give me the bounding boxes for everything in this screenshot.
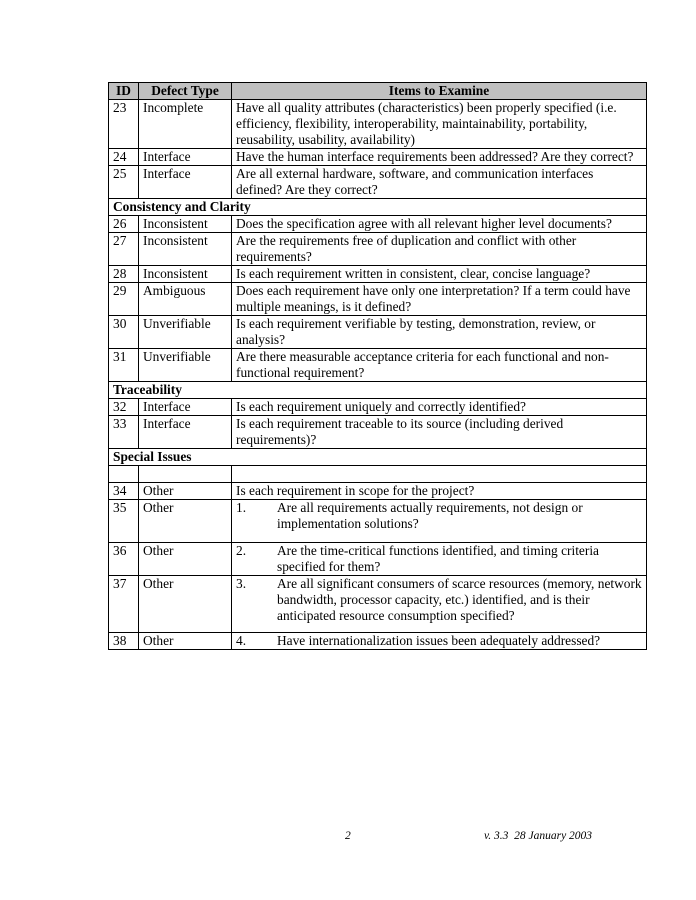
row-item-cell [232, 543, 647, 576]
row-defect-type: Inconsistent [139, 266, 232, 283]
row-defect-type: Incomplete [139, 100, 232, 149]
row-defect-type: Interface [139, 149, 232, 166]
table-row [109, 349, 647, 382]
row-id: 29 [109, 283, 139, 316]
row-item-cell [232, 500, 647, 543]
row-item-text: Is each requirement verifiable by testing, demonstration, review, or analysis? [232, 316, 647, 349]
section-row-special [109, 449, 647, 466]
row-defect-type: Other [139, 500, 232, 543]
row-item-cell [232, 576, 647, 633]
row-item-text: Have all quality attributes (characteristics) been properly specified (i.e. efficiency, flexibility, interoperability, maintainability, portability, reusability, usability, availability) [232, 100, 647, 149]
empty-cell [232, 466, 647, 483]
row-id: 26 [109, 216, 139, 233]
table-row [109, 100, 647, 149]
defect-checklist-table [108, 82, 647, 650]
item-number: 2. [236, 543, 247, 558]
items-to-examine-column-header: Items to Examine [232, 83, 647, 100]
table-row [109, 166, 647, 199]
row-item-text: Does the specification agree with all relevant higher level documents? [232, 216, 647, 233]
table-row [109, 576, 647, 633]
row-defect-type: Interface [139, 166, 232, 199]
version-date: v. 3.3 28 January 2003 [484, 830, 593, 842]
table-row [109, 266, 647, 283]
table-row [109, 283, 647, 316]
empty-cell [109, 466, 139, 483]
table-row [109, 543, 647, 576]
row-id: 38 [109, 633, 139, 650]
row-item-text: Have internationalization issues been adequately addressed? [277, 633, 601, 648]
row-id: 23 [109, 100, 139, 149]
row-item-text: Is each requirement written in consistent, clear, concise language? [232, 266, 647, 283]
row-defect-type: Ambiguous [139, 283, 232, 316]
section-row-traceability [109, 382, 647, 399]
row-item-text: Is each requirement uniquely and correctly identified? [232, 399, 647, 416]
row-id: 34 [109, 483, 139, 500]
id-column-header: ID [109, 83, 139, 100]
table-row [109, 149, 647, 166]
row-id: 27 [109, 233, 139, 266]
empty-cell [139, 466, 232, 483]
row-id: 37 [109, 576, 139, 633]
row-item-text: Are the time-critical functions identified, and timing criteria specified for them? [277, 543, 600, 574]
row-id: 33 [109, 416, 139, 449]
table-row [109, 483, 647, 500]
row-id: 30 [109, 316, 139, 349]
section-heading-consistency: Consistency and Clarity [109, 199, 647, 216]
row-id: 31 [109, 349, 139, 382]
row-id: 24 [109, 149, 139, 166]
section-row-consistency [109, 199, 647, 216]
row-item-text: Is each requirement in scope for the project? [232, 483, 647, 500]
row-defect-type: Other [139, 543, 232, 576]
row-item-text: Does each requirement have only one interpretation? If a term could have multiple meanings, is it defined? [232, 283, 647, 316]
numbered-item [236, 500, 642, 532]
table-row [109, 216, 647, 233]
section-heading-special: Special Issues [109, 449, 647, 466]
item-number: 4. [236, 633, 247, 648]
row-id: 25 [109, 166, 139, 199]
row-item-text: Is each requirement traceable to its source (including derived requirements)? [232, 416, 647, 449]
row-id: 36 [109, 543, 139, 576]
row-id: 35 [109, 500, 139, 543]
row-item-text: Are all significant consumers of scarce resources (memory, network bandwidth, processor capacity, etc.) identified, and is their anticipated resource consumption specified? [277, 576, 642, 623]
empty-row [109, 466, 647, 483]
table-row [109, 633, 647, 650]
row-item-text: Are all external hardware, software, and communication interfaces defined? Are they correct? [232, 166, 647, 199]
numbered-item [236, 543, 642, 575]
page-number: 2 [345, 830, 351, 842]
row-defect-type: Unverifiable [139, 349, 232, 382]
row-id: 28 [109, 266, 139, 283]
row-item-text: Are there measurable acceptance criteria for each functional and non-functional requirement? [232, 349, 647, 382]
row-id: 32 [109, 399, 139, 416]
item-number: 3. [236, 576, 247, 591]
table-row [109, 316, 647, 349]
row-item-cell [232, 633, 647, 650]
table-row [109, 500, 647, 543]
row-item-text: Have the human interface requirements been addressed? Are they correct? [232, 149, 647, 166]
row-defect-type: Inconsistent [139, 216, 232, 233]
table-row [109, 233, 647, 266]
numbered-item [236, 633, 642, 649]
row-defect-type: Other [139, 576, 232, 633]
table-header-row [109, 83, 647, 100]
row-defect-type: Interface [139, 416, 232, 449]
row-item-text: Are the requirements free of duplication and conflict with other requirements? [232, 233, 647, 266]
numbered-item [236, 576, 642, 624]
row-defect-type: Unverifiable [139, 316, 232, 349]
table-row [109, 399, 647, 416]
section-heading-traceability: Traceability [109, 382, 647, 399]
row-defect-type: Other [139, 633, 232, 650]
defect-type-column-header: Defect Type [139, 83, 232, 100]
item-number: 1. [236, 500, 247, 515]
row-defect-type: Other [139, 483, 232, 500]
row-defect-type: Inconsistent [139, 233, 232, 266]
row-defect-type: Interface [139, 399, 232, 416]
row-item-text: Are all requirements actually requirements, not design or implementation solutions? [277, 500, 583, 531]
table-row [109, 416, 647, 449]
